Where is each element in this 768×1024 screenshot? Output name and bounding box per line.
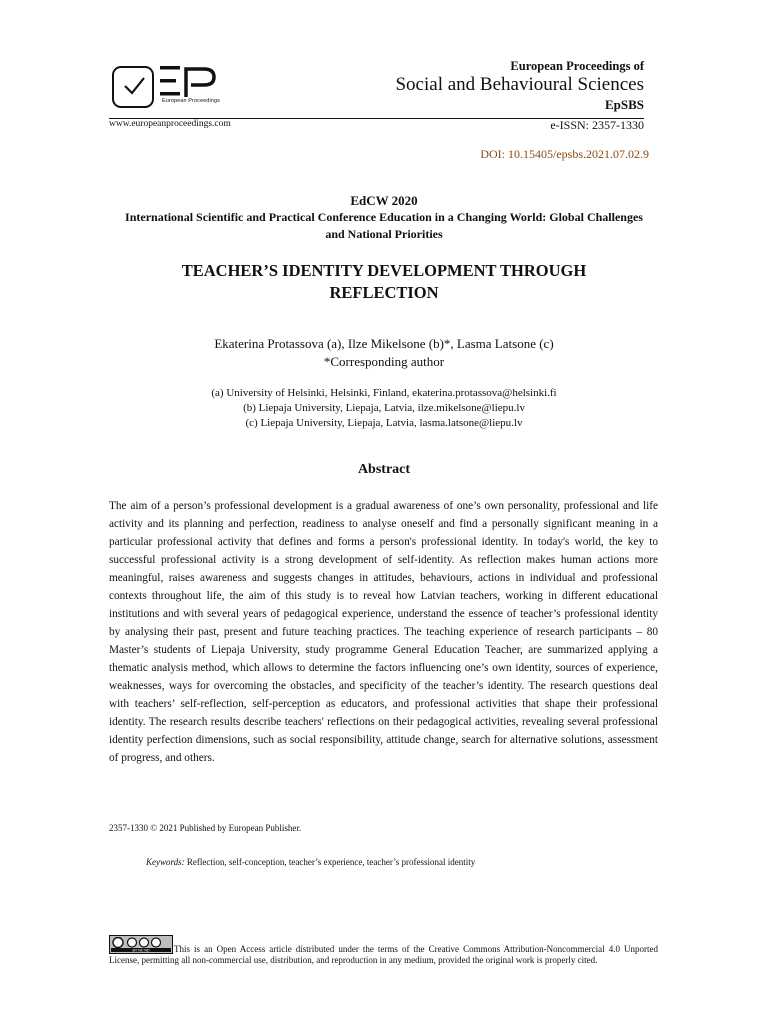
conference-short-name: EdCW 2020 xyxy=(350,193,418,208)
ep-logo-icon xyxy=(160,66,218,98)
paper-title-line: TEACHER’S IDENTITY DEVELOPMENT THROUGH xyxy=(181,261,587,280)
corresponding-author-note: *Corresponding author xyxy=(323,354,445,369)
affiliation-item: (a) University of Helsinki, Helsinki, Finland, ekaterina.protassova@helsinki.fi xyxy=(211,387,557,399)
license-notice xyxy=(109,935,658,967)
conference-full-name: International Scientific and Practical Conference Education in a Changing World: Global Challenges and National Priorities xyxy=(125,210,643,241)
keywords-label: Keywords: xyxy=(146,857,185,867)
logo-subtitle: European Proceedings xyxy=(162,98,220,104)
affiliation-item: (b) Liepaja University, Liepaja, Latvia, ilze.mikelsone@liepu.lv xyxy=(243,402,525,414)
cc-license-badge[interactable] xyxy=(109,935,173,954)
copyright-notice: 2357-1330 © 2021 Published by European Publisher. xyxy=(109,823,302,833)
abstract-text: The aim of a person’s professional development is a gradual awareness of one’s own personality, professional and life activity and its planning and perfection, readiness to analyse oneself and find a personally significant meaning in a particular professional activity that defines and forms a person's professional identity. In today's world, the key to successful professional activity is a strong development of self-identity. As reflection makes human actions more meaningful, raises awareness and suggests changes in attitudes, behaviours, actions in individual and professional contexts throughout life, the aim of this study is to reveal how Latvian teachers, working in different educational institutions and with several years of pedagogical experience, understand the essence of teacher’s professional identity by analysing their past, present and future teaching practices. The teaching experience of research participants – 80 Master’s students of Liepaja University, study programme General Education Teacher, are summarized applying a thematic analysis method, which allows to determine the factors influencing one’s own identity, sources of experience, weaknesses, ways for overcoming the obstacles, and specificity of the teacher’s identity. The research questions deal with teachers’ self-reflection, self-perception as educators, and professional activities that shape their professional identity. The research results describe teachers' reflections on their pedagogical activities, revealing several professional identity perfection dimensions, such as social responsibility, attitude change, search for alternative solutions, assessment of progress, and others. xyxy=(109,500,658,764)
checkbox-logo-icon xyxy=(112,66,154,108)
journal-prefix: European Proceedings of xyxy=(510,59,644,73)
doi-link[interactable]: DOI: 10.15405/epsbs.2021.07.02.9 xyxy=(480,147,649,161)
publisher-logo xyxy=(112,64,222,110)
paper-title-line: REFLECTION xyxy=(329,283,439,302)
keywords-list: Reflection, self-conception, teacher’s experience, teacher’s professional identity xyxy=(186,857,476,867)
license-text: This is an Open Access article distributed under the terms of the Creative Commons Attribution-Noncommercial 4.0 Unported License, permitting all non-commercial use, distribution, and reproduction in any medium, provided the original work is properly cited. xyxy=(109,944,658,966)
abstract-heading: Abstract xyxy=(357,462,411,477)
creative-commons-icon xyxy=(111,937,171,952)
paper-title xyxy=(134,260,634,304)
website-link[interactable]: www.europeanproceedings.com xyxy=(109,119,231,129)
checkmark-icon xyxy=(122,74,146,98)
cc-badge-label: BY NC ND xyxy=(132,948,150,952)
keywords xyxy=(146,857,475,867)
affiliations xyxy=(0,386,768,431)
issn: e-ISSN: 2357-1330 xyxy=(550,118,644,132)
journal-name: Social and Behavioural Sciences xyxy=(395,74,644,95)
author-block xyxy=(0,335,768,371)
journal-header xyxy=(395,58,644,113)
affiliation-item: (c) Liepaja University, Liepaja, Latvia, lasma.latsone@liepu.lv xyxy=(245,417,523,429)
author-list: Ekaterina Protassova (a), Ilze Mikelsone (b)*, Lasma Latsone (c) xyxy=(214,336,554,351)
journal-abbreviation: EpSBS xyxy=(604,97,644,112)
